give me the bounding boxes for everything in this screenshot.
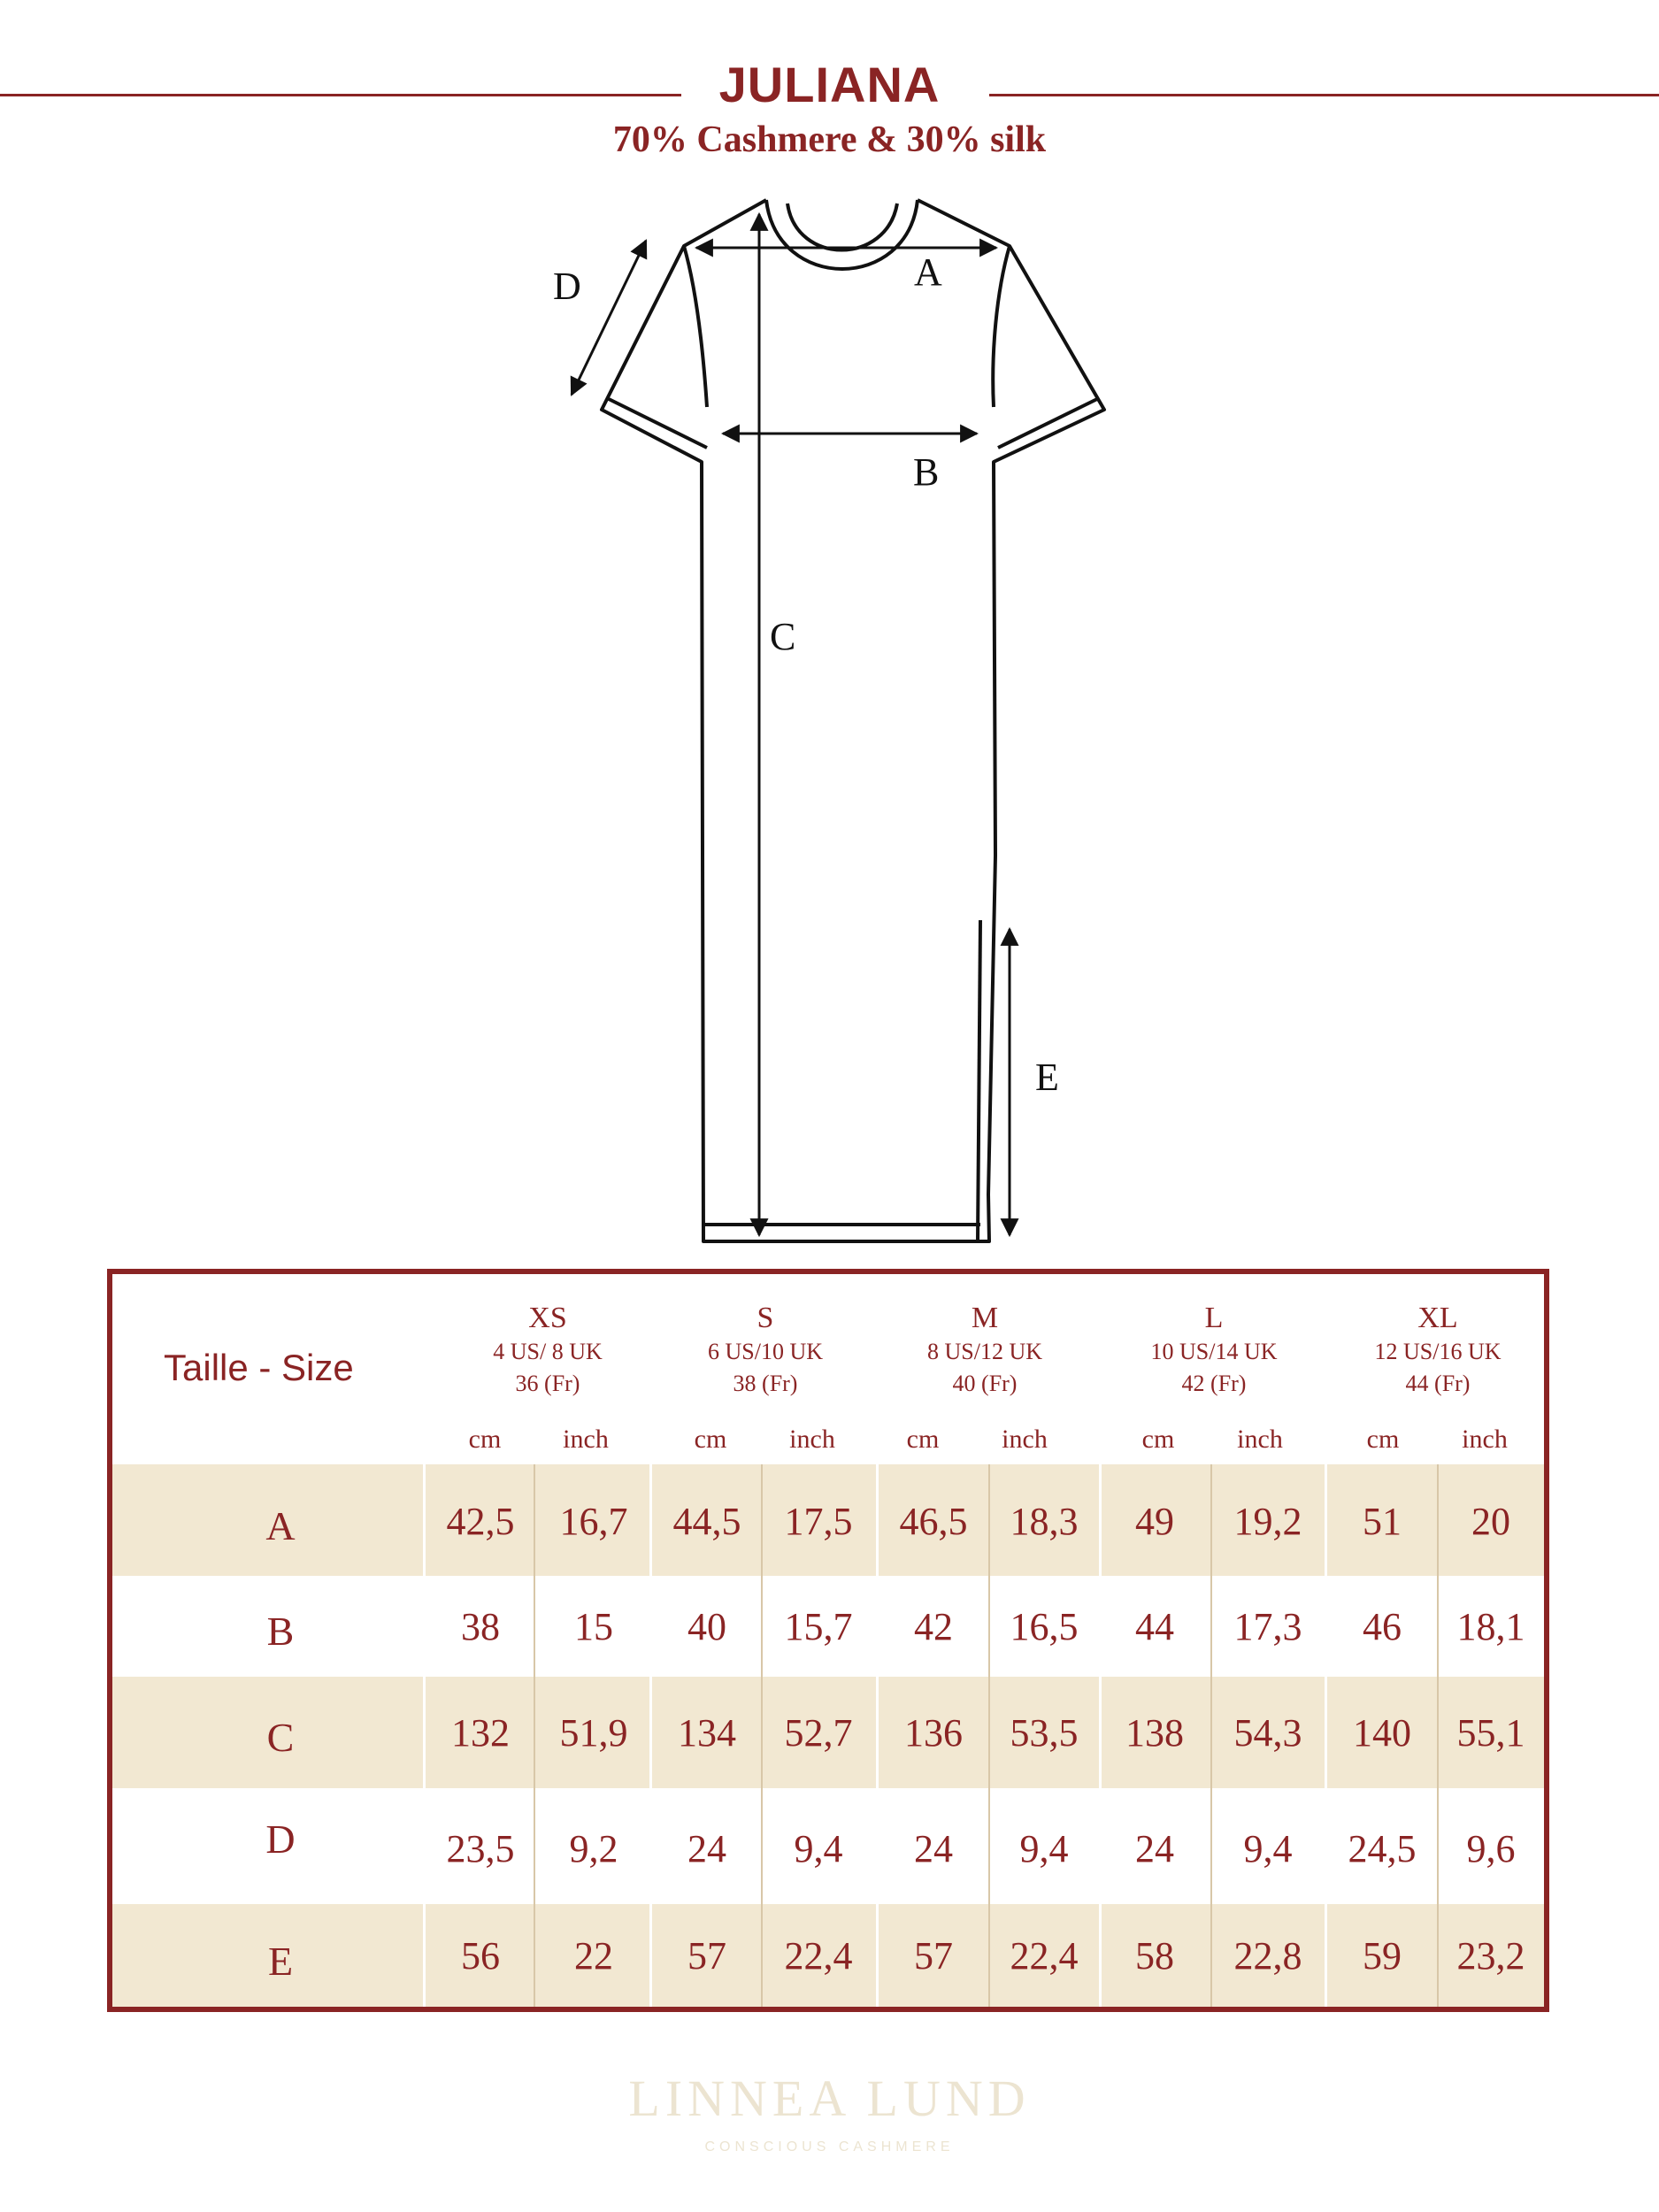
- table-cell: 22,4: [1010, 1934, 1079, 1978]
- table-cell: 23,5: [446, 1827, 515, 1870]
- table-cell: 18,1: [1456, 1605, 1525, 1648]
- table-cell: 23,2: [1456, 1934, 1525, 1978]
- row-label-c: C: [266, 1715, 295, 1760]
- table-cell: 42,5: [446, 1500, 515, 1543]
- product-title: JULIANA: [718, 57, 941, 112]
- table-cell: 24: [914, 1827, 953, 1870]
- table-cell: 51: [1363, 1500, 1402, 1543]
- table-cell: 9,4: [1243, 1827, 1293, 1870]
- table-cell: 24: [687, 1827, 726, 1870]
- table-cell: 9,4: [1019, 1827, 1069, 1870]
- table-cell: 136: [904, 1711, 963, 1755]
- material-subtitle: 70% Cashmere & 30% silk: [612, 119, 1047, 160]
- table-cell: 55,1: [1456, 1711, 1525, 1755]
- brand-logo: LINNEA LUND: [628, 2070, 1031, 2127]
- unit-cm: cm: [694, 1425, 727, 1454]
- table-cell: 46,5: [899, 1500, 968, 1543]
- table-cell: 19,2: [1233, 1500, 1302, 1543]
- table-cell: 38: [461, 1605, 500, 1648]
- table-cell: 51,9: [559, 1711, 628, 1755]
- measurement-arrows: [572, 214, 1010, 1235]
- table-cell: 16,5: [1010, 1605, 1079, 1648]
- table-cell: 57: [687, 1934, 726, 1978]
- row-label-d: D: [265, 1816, 296, 1862]
- unit-inch: inch: [563, 1425, 609, 1454]
- table-cell: 44: [1135, 1605, 1174, 1648]
- table-cell: 57: [914, 1934, 953, 1978]
- size-header-s: S 6 US/10 UK 38 (Fr): [707, 1302, 823, 1396]
- table-cell: 17,3: [1233, 1605, 1302, 1648]
- unit-inch: inch: [1462, 1425, 1508, 1454]
- table-cell: 22,4: [784, 1934, 853, 1978]
- table-cell: 138: [1125, 1711, 1184, 1755]
- table-cell: 20: [1471, 1500, 1510, 1543]
- label-d: D: [553, 265, 581, 308]
- size-header-l: L 10 US/14 UK 42 (Fr): [1150, 1302, 1278, 1396]
- label-e: E: [1035, 1056, 1059, 1099]
- row-label-e: E: [267, 1939, 294, 1984]
- table-cell: 9,4: [794, 1827, 843, 1870]
- label-b: B: [913, 450, 940, 494]
- unit-cm: cm: [468, 1425, 502, 1454]
- unit-inch: inch: [1002, 1425, 1048, 1454]
- table-cell: 22: [574, 1934, 613, 1978]
- table-cell: 59: [1363, 1934, 1402, 1978]
- table-cell: 56: [461, 1934, 500, 1978]
- row-label-b: B: [266, 1609, 295, 1654]
- table-cell: 52,7: [784, 1711, 853, 1755]
- unit-inch: inch: [1237, 1425, 1283, 1454]
- unit-cm: cm: [906, 1425, 940, 1454]
- unit-cm: cm: [1366, 1425, 1400, 1454]
- table-cell: 58: [1135, 1934, 1174, 1978]
- table-cell: 24,5: [1348, 1827, 1417, 1870]
- table-cell: 9,6: [1466, 1827, 1516, 1870]
- dress-outline: [602, 200, 1104, 1241]
- table-cell: 140: [1353, 1711, 1411, 1755]
- label-a: A: [914, 250, 942, 294]
- table-cell: 17,5: [784, 1500, 853, 1543]
- table-cell: 42: [914, 1605, 953, 1648]
- table-cell: 134: [678, 1711, 736, 1755]
- table-cell: 22,8: [1233, 1934, 1302, 1978]
- table-cell: 49: [1135, 1500, 1174, 1543]
- unit-inch: inch: [789, 1425, 835, 1454]
- label-c: C: [770, 615, 796, 658]
- table-cell: 132: [451, 1711, 510, 1755]
- size-header-xl: XL 12 US/16 UK 44 (Fr): [1374, 1302, 1502, 1396]
- table-cell: 46: [1363, 1605, 1402, 1648]
- size-table-title: Taille - Size: [164, 1347, 354, 1388]
- table-cell: 44,5: [672, 1500, 741, 1543]
- table-cell: 18,3: [1010, 1500, 1079, 1543]
- table-cell: 54,3: [1233, 1711, 1302, 1755]
- table-cell: 9,2: [569, 1827, 618, 1870]
- row-label-a: A: [265, 1503, 296, 1548]
- brand-tagline: CONSCIOUS CASHMERE: [704, 2139, 955, 2154]
- table-cell: 16,7: [559, 1500, 628, 1543]
- table-cell: 15: [574, 1605, 613, 1648]
- unit-cm: cm: [1141, 1425, 1175, 1454]
- table-cell: 53,5: [1010, 1711, 1079, 1755]
- size-header-m: M 8 US/12 UK 40 (Fr): [926, 1302, 1042, 1396]
- table-cell: 15,7: [784, 1605, 853, 1648]
- size-header-xs: XS 4 US/ 8 UK 36 (Fr): [493, 1302, 603, 1396]
- table-cell: 40: [687, 1605, 726, 1648]
- table-cell: 24: [1135, 1827, 1174, 1870]
